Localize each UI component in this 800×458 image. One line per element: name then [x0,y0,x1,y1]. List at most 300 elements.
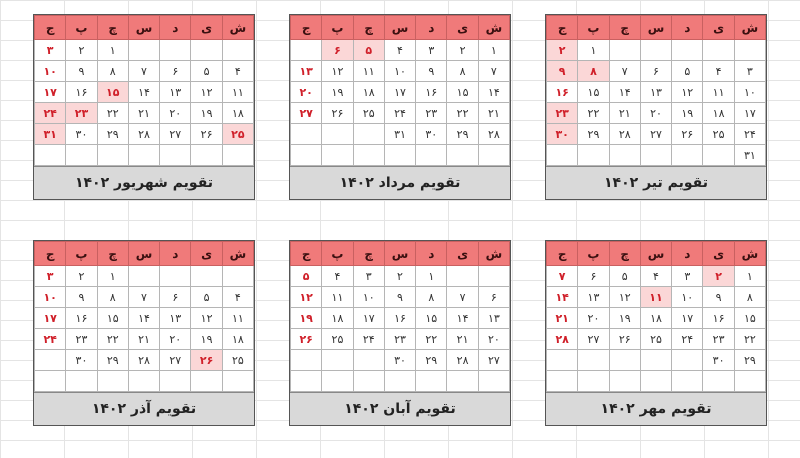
day-cell[interactable]: ۲۸ [128,350,159,371]
day-cell[interactable]: ۱۹ [322,82,353,103]
day-cell[interactable]: ۲۰ [578,308,609,329]
day-cell[interactable] [416,371,447,392]
week-row [35,124,254,145]
day-cell[interactable]: ۱۴ [609,82,640,103]
day-cell[interactable] [609,40,640,61]
month-calendar [545,14,767,200]
day-cell[interactable]: ۲۸ [447,350,478,371]
day-cell[interactable]: ۱۶ [703,308,734,329]
day-cell[interactable]: ۱۵ [97,82,128,103]
day-cell[interactable] [191,266,222,287]
day-cell[interactable]: ۳ [734,61,765,82]
day-cell[interactable] [547,371,578,392]
day-cell[interactable]: ۶ [478,287,509,308]
day-cell[interactable]: ۳ [35,40,66,61]
day-cell[interactable] [291,371,322,392]
day-cell[interactable] [384,145,415,166]
day-cell[interactable]: ۸ [447,61,478,82]
day-cell[interactable] [322,124,353,145]
weekday-header: د [416,16,447,40]
day-cell[interactable]: ۱۸ [322,308,353,329]
day-cell[interactable] [160,40,191,61]
day-cell[interactable]: ۱ [97,40,128,61]
day-cell[interactable]: ۲۶ [672,124,703,145]
day-cell[interactable]: ۱۹ [291,308,322,329]
day-cell[interactable]: ۲ [66,40,97,61]
day-cell[interactable]: ۸ [97,287,128,308]
day-cell[interactable]: ۱۹ [609,308,640,329]
day-cell[interactable]: ۱۷ [672,308,703,329]
day-cell[interactable]: ۲۹ [416,350,447,371]
day-cell[interactable]: ۲ [703,266,734,287]
day-cell[interactable]: ۶ [322,40,353,61]
day-cell[interactable]: ۷ [478,61,509,82]
day-cell[interactable]: ۱۳ [160,308,191,329]
week-row [291,308,510,329]
day-cell[interactable]: ۹ [66,61,97,82]
day-cell[interactable]: ۱۸ [640,308,671,329]
day-cell[interactable]: ۱ [734,266,765,287]
day-cell[interactable]: ۲۸ [128,124,159,145]
day-cell[interactable]: ۱۲ [191,82,222,103]
day-cell[interactable]: ۱۰ [384,61,415,82]
day-cell[interactable] [578,371,609,392]
day-cell[interactable]: ۲۳ [416,103,447,124]
day-cell[interactable] [734,40,765,61]
day-cell[interactable] [609,371,640,392]
day-cell[interactable]: ۱۵ [578,82,609,103]
day-cell[interactable] [291,350,322,371]
day-cell[interactable]: ۳۱ [384,124,415,145]
day-cell[interactable] [672,40,703,61]
calendar-title: تقویم شهریور ۱۴۰۲ [34,166,254,199]
day-cell[interactable]: ۲۲ [734,329,765,350]
day-cell[interactable]: ۸ [578,61,609,82]
day-cell[interactable]: ۱۷ [353,308,384,329]
day-cell[interactable]: ۱۷ [35,308,66,329]
day-cell[interactable]: ۱۴ [128,82,159,103]
day-cell[interactable]: ۱۵ [416,308,447,329]
day-cell[interactable]: ۲۲ [97,329,128,350]
day-cell[interactable] [478,266,509,287]
day-cell[interactable]: ۷ [128,61,159,82]
day-cell[interactable]: ۱۵ [734,308,765,329]
weekday-header-row [291,16,510,40]
day-cell[interactable]: ۲۷ [160,350,191,371]
day-cell[interactable]: ۲۲ [97,103,128,124]
weekday-header: چ [353,16,384,40]
day-cell[interactable]: ۱۰ [353,287,384,308]
day-cell[interactable] [128,145,159,166]
day-cell[interactable]: ۱۹ [191,329,222,350]
day-cell[interactable]: ۱۳ [291,61,322,82]
day-cell[interactable] [222,145,253,166]
day-cell[interactable]: ۴ [322,266,353,287]
day-cell[interactable] [640,350,671,371]
day-cell[interactable]: ۶ [578,266,609,287]
day-cell[interactable]: ۲۳ [703,329,734,350]
day-cell[interactable] [447,371,478,392]
day-cell[interactable] [322,371,353,392]
day-cell[interactable]: ۱۸ [703,103,734,124]
day-cell[interactable]: ۲۴ [672,329,703,350]
week-row [547,61,766,82]
day-cell[interactable] [66,371,97,392]
weekday-header: چ [609,16,640,40]
day-cell[interactable]: ۲۸ [609,124,640,145]
day-cell[interactable] [734,371,765,392]
day-cell[interactable]: ۲۰ [640,103,671,124]
day-cell[interactable]: ۲ [66,266,97,287]
day-cell[interactable] [672,145,703,166]
day-cell[interactable]: ۱۷ [35,82,66,103]
day-cell[interactable]: ۳۰ [66,124,97,145]
day-cell[interactable]: ۲۹ [447,124,478,145]
day-cell[interactable] [478,145,509,166]
day-cell[interactable]: ۲۵ [640,329,671,350]
day-cell[interactable]: ۱۶ [384,308,415,329]
day-cell[interactable]: ۱۱ [222,308,253,329]
day-cell[interactable]: ۲۷ [160,124,191,145]
day-cell[interactable]: ۱۰ [734,82,765,103]
day-cell[interactable] [35,145,66,166]
day-cell[interactable] [322,145,353,166]
day-cell[interactable]: ۲۶ [609,329,640,350]
day-cell[interactable]: ۸ [97,61,128,82]
day-cell[interactable] [191,40,222,61]
day-cell[interactable]: ۸ [416,287,447,308]
day-cell[interactable]: ۷ [128,287,159,308]
day-cell[interactable]: ۱۳ [578,287,609,308]
day-cell[interactable]: ۳۰ [384,350,415,371]
day-cell[interactable]: ۱ [578,40,609,61]
week-row [35,287,254,308]
day-cell[interactable]: ۴ [640,266,671,287]
day-cell[interactable]: ۲۳ [66,329,97,350]
day-cell[interactable]: ۲۱ [547,308,578,329]
day-cell[interactable] [703,145,734,166]
day-cell[interactable]: ۱۸ [222,329,253,350]
day-cell[interactable]: ۱۰ [35,287,66,308]
day-cell[interactable]: ۱۸ [222,103,253,124]
day-cell[interactable]: ۶ [640,61,671,82]
day-cell[interactable]: ۵ [191,287,222,308]
day-cell[interactable] [97,145,128,166]
day-cell[interactable]: ۱۶ [66,308,97,329]
day-cell[interactable] [672,371,703,392]
day-cell[interactable]: ۶ [160,287,191,308]
week-row [291,329,510,350]
day-cell[interactable]: ۲۶ [191,350,222,371]
day-cell[interactable] [322,350,353,371]
day-cell[interactable]: ۲۹ [97,350,128,371]
calendar-title: تقویم آبان ۱۴۰۲ [290,392,510,425]
day-cell[interactable]: ۱۱ [703,82,734,103]
day-cell[interactable]: ۳۰ [66,350,97,371]
weekday-header: ج [291,16,322,40]
day-cell[interactable]: ۱۲ [609,287,640,308]
weekday-header: ج [35,242,66,266]
day-cell[interactable] [447,266,478,287]
day-cell[interactable]: ۲۰ [160,329,191,350]
weekday-header: چ [97,16,128,40]
day-cell[interactable]: ۱۱ [222,82,253,103]
day-cell[interactable]: ۲ [447,40,478,61]
day-cell[interactable] [353,371,384,392]
day-cell[interactable]: ۲۲ [578,103,609,124]
day-cell[interactable]: ۱۳ [478,308,509,329]
weekday-header: س [384,16,415,40]
day-cell[interactable]: ۱۱ [640,287,671,308]
day-cell[interactable]: ۲۳ [384,329,415,350]
day-cell[interactable]: ۲۵ [703,124,734,145]
weekday-header: س [640,16,671,40]
week-row [547,350,766,371]
day-cell[interactable] [66,145,97,166]
day-cell[interactable]: ۴ [703,61,734,82]
day-cell[interactable]: ۲۷ [578,329,609,350]
month-calendar [289,14,511,200]
day-cell[interactable] [353,350,384,371]
day-cell[interactable]: ۱۸ [353,82,384,103]
day-cell[interactable] [222,266,253,287]
day-cell[interactable] [478,371,509,392]
day-cell[interactable] [191,145,222,166]
day-cell[interactable]: ۱۰ [35,61,66,82]
day-cell[interactable] [160,371,191,392]
day-cell[interactable]: ۱۰ [672,287,703,308]
day-cell[interactable]: ۲۷ [640,124,671,145]
day-cell[interactable]: ۳۰ [547,124,578,145]
day-cell[interactable]: ۲۱ [128,103,159,124]
day-cell[interactable]: ۲۱ [609,103,640,124]
day-cell[interactable]: ۱۲ [191,308,222,329]
day-cell[interactable]: ۲۸ [547,329,578,350]
day-cell[interactable]: ۱۶ [66,82,97,103]
day-cell[interactable] [97,371,128,392]
day-cell[interactable]: ۲ [547,40,578,61]
day-cell[interactable]: ۵ [609,266,640,287]
day-cell[interactable] [447,145,478,166]
day-cell[interactable]: ۲۷ [478,350,509,371]
day-cell[interactable]: ۱۷ [734,103,765,124]
weekday-header-row [35,242,254,266]
day-cell[interactable] [640,371,671,392]
week-row [291,287,510,308]
day-cell[interactable] [222,40,253,61]
day-cell[interactable]: ۳ [35,266,66,287]
weekday-header: س [640,242,671,266]
weekday-header: پ [322,242,353,266]
day-cell[interactable]: ۹ [547,61,578,82]
day-cell[interactable]: ۹ [416,61,447,82]
day-cell[interactable]: ۵ [353,40,384,61]
day-cell[interactable]: ۱۹ [191,103,222,124]
month-table [34,15,254,166]
day-cell[interactable]: ۹ [384,287,415,308]
day-cell[interactable] [384,371,415,392]
day-cell[interactable]: ۷ [447,287,478,308]
day-cell[interactable]: ۱۲ [672,82,703,103]
week-row [291,145,510,166]
week-row [35,82,254,103]
day-cell[interactable]: ۲۱ [447,329,478,350]
day-cell[interactable]: ۲۰ [160,103,191,124]
month-table [290,241,510,392]
day-cell[interactable]: ۸ [734,287,765,308]
week-row [35,329,254,350]
weekday-header: پ [578,16,609,40]
day-cell[interactable] [578,350,609,371]
day-cell[interactable] [672,350,703,371]
day-cell[interactable] [35,350,66,371]
day-cell[interactable]: ۱۹ [672,103,703,124]
day-cell[interactable] [35,371,66,392]
day-cell[interactable]: ۲۴ [384,103,415,124]
day-cell[interactable]: ۲۹ [97,124,128,145]
day-cell[interactable]: ۴ [222,287,253,308]
day-cell[interactable]: ۲۴ [353,329,384,350]
day-cell[interactable] [609,145,640,166]
day-cell[interactable]: ۴ [222,61,253,82]
day-cell[interactable]: ۵ [672,61,703,82]
week-row [547,308,766,329]
day-cell[interactable]: ۱۵ [97,308,128,329]
day-cell[interactable]: ۱۱ [322,287,353,308]
day-cell[interactable]: ۲۵ [222,350,253,371]
weekday-header: ی [447,16,478,40]
day-cell[interactable]: ۲۹ [578,124,609,145]
day-cell[interactable]: ۶ [160,61,191,82]
calendar-title: تقویم مهر ۱۴۰۲ [546,392,766,425]
day-cell[interactable]: ۲۰ [478,329,509,350]
day-cell[interactable] [160,266,191,287]
day-cell[interactable]: ۳۱ [734,145,765,166]
day-cell[interactable] [160,145,191,166]
day-cell[interactable] [128,40,159,61]
day-cell[interactable] [547,145,578,166]
day-cell[interactable]: ۱۳ [640,82,671,103]
day-cell[interactable]: ۷ [609,61,640,82]
day-cell[interactable] [703,40,734,61]
day-cell[interactable] [291,124,322,145]
day-cell[interactable] [291,40,322,61]
day-cell[interactable]: ۳ [353,266,384,287]
day-cell[interactable] [640,145,671,166]
day-cell[interactable]: ۱ [97,266,128,287]
day-cell[interactable] [703,371,734,392]
day-cell[interactable] [222,371,253,392]
day-cell[interactable]: ۵ [191,61,222,82]
day-cell[interactable] [640,40,671,61]
weekday-header: ی [447,242,478,266]
day-cell[interactable]: ۱۴ [478,82,509,103]
day-cell[interactable]: ۱۴ [128,308,159,329]
day-cell[interactable] [416,145,447,166]
day-cell[interactable] [353,145,384,166]
day-cell[interactable]: ۳۰ [703,350,734,371]
day-cell[interactable]: ۲۹ [734,350,765,371]
day-cell[interactable]: ۲۴ [734,124,765,145]
day-cell[interactable]: ۲۱ [128,329,159,350]
weekday-header: ج [291,242,322,266]
day-cell[interactable]: ۲۳ [547,103,578,124]
weekday-header: ی [703,242,734,266]
day-cell[interactable] [547,350,578,371]
day-cell[interactable]: ۲۵ [353,103,384,124]
day-cell[interactable] [578,145,609,166]
day-cell[interactable]: ۱۲ [322,61,353,82]
day-cell[interactable]: ۹ [66,287,97,308]
weekday-header: ش [734,16,765,40]
week-row [291,350,510,371]
day-cell[interactable] [291,145,322,166]
weekday-header-row [291,242,510,266]
day-cell[interactable]: ۲۴ [35,103,66,124]
day-cell[interactable]: ۱۵ [447,82,478,103]
day-cell[interactable]: ۳ [672,266,703,287]
day-cell[interactable] [128,266,159,287]
week-row [291,371,510,392]
day-cell[interactable] [609,350,640,371]
week-row [291,124,510,145]
weekday-header: س [128,242,159,266]
day-cell[interactable]: ۲۲ [416,329,447,350]
day-cell[interactable]: ۱۷ [384,82,415,103]
day-cell[interactable]: ۲۵ [222,124,253,145]
week-row [291,40,510,61]
day-cell[interactable] [191,371,222,392]
day-cell[interactable]: ۹ [703,287,734,308]
day-cell[interactable]: ۳ [416,40,447,61]
day-cell[interactable]: ۲۴ [35,329,66,350]
day-cell[interactable]: ۱۲ [291,287,322,308]
day-cell[interactable] [353,124,384,145]
day-cell[interactable]: ۷ [547,266,578,287]
day-cell[interactable]: ۲ [384,266,415,287]
day-cell[interactable]: ۲۲ [447,103,478,124]
day-cell[interactable]: ۲۶ [191,124,222,145]
day-cell[interactable]: ۱۴ [547,287,578,308]
day-cell[interactable]: ۱۳ [160,82,191,103]
day-cell[interactable]: ۴ [384,40,415,61]
week-row [547,82,766,103]
weekday-header: ی [191,16,222,40]
day-cell[interactable]: ۲۸ [478,124,509,145]
day-cell[interactable]: ۲۱ [478,103,509,124]
day-cell[interactable]: ۲۵ [322,329,353,350]
day-cell[interactable]: ۱۴ [447,308,478,329]
day-cell[interactable]: ۲۶ [322,103,353,124]
day-cell[interactable]: ۱ [478,40,509,61]
month-calendar [33,14,255,200]
day-cell[interactable]: ۳۰ [416,124,447,145]
day-cell[interactable]: ۱۱ [353,61,384,82]
day-cell[interactable]: ۳۱ [35,124,66,145]
weekday-header: د [672,242,703,266]
day-cell[interactable]: ۲۰ [291,82,322,103]
day-cell[interactable] [128,371,159,392]
weekday-header: د [160,242,191,266]
day-cell[interactable]: ۲۶ [291,329,322,350]
day-cell[interactable]: ۱۶ [547,82,578,103]
day-cell[interactable]: ۱۶ [416,82,447,103]
day-cell[interactable]: ۱ [416,266,447,287]
day-cell[interactable]: ۲۷ [291,103,322,124]
day-cell[interactable]: ۲۳ [66,103,97,124]
month-calendar [545,240,767,426]
day-cell[interactable]: ۵ [291,266,322,287]
